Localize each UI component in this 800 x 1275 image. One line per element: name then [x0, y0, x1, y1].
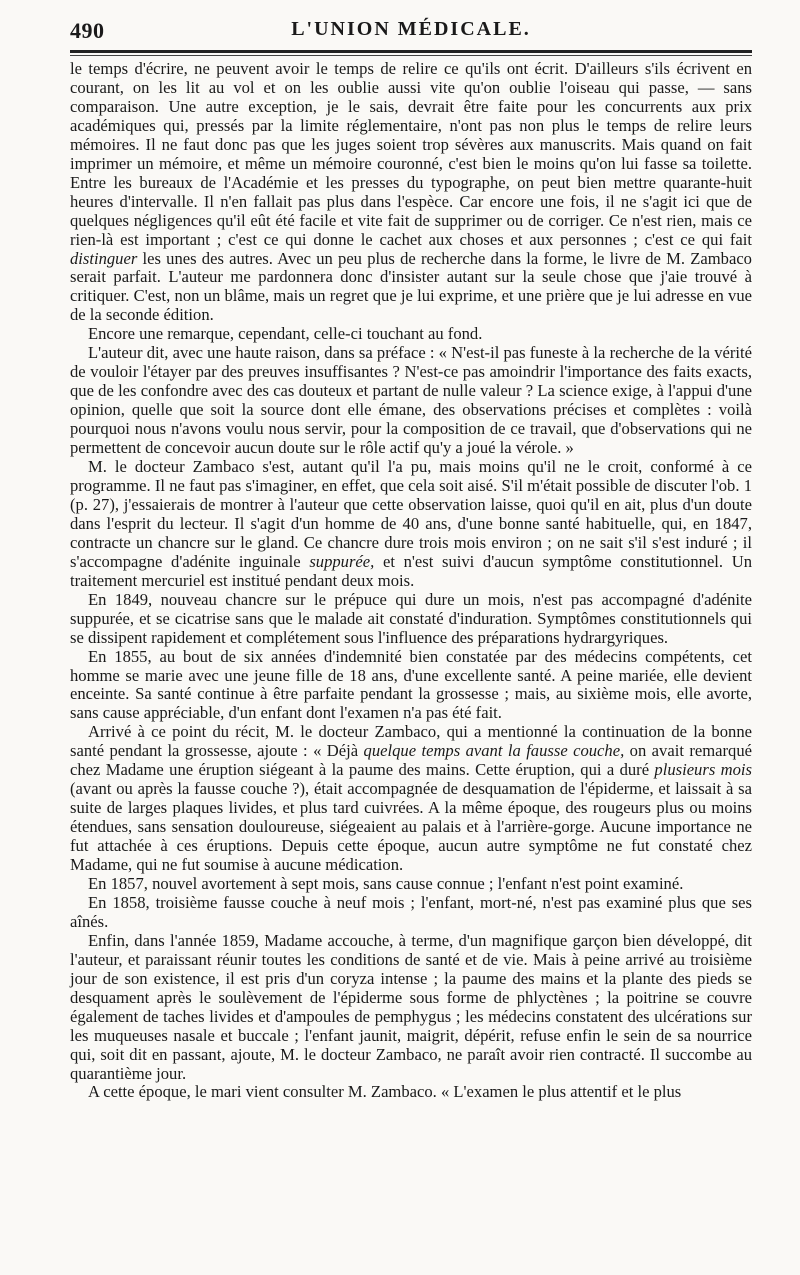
italic-word: suppurée, — [309, 551, 375, 571]
header-rule-thin — [70, 55, 752, 56]
paragraph-6: En 1855, au bout de six années d'indemnité bien constatée par des médecins compétents, cet homme se marie avec une jeune fille de 18 ans, d'une excellente santé. A peine mariée, elle devient enceinte. Sa santé continue à être parfaite pendant la grossesse ; mais, au sixième mois, elle avorte, sans cause appréciable, d'un enfant dont l'examen n'a pas été fait. — [70, 646, 752, 723]
article-body — [70, 60, 752, 1102]
paragraph-7: Arrivé à ce point du récit, M. le docteur Zambaco, qui a mentionné la continuation de la bonne santé pendant la grossesse, ajoute : « Déjà quelque temps avant la fausse couche, on avait remarqué chez Madame une éruption siégeant à la paume des mains. Cette éruption, qui a duré plusieurs mois (avant ou après la fausse couche ?), était accompagnée de desquamation de l'épiderme, et laissait à sa suite de larges plaques livides, et plus tard cuivrées. A la même époque, des rougeurs plus ou moins étendues, sans sensation douloureuse, siégeaient au palais et à l'arrière-gorge. Aucune importance ne fut attachée à ces éruptions. Depuis cette époque, aucun autre symptôme ne fut constaté chez Madame, qui ne fut soumise à aucune médication. — [70, 722, 752, 875]
paragraph-4: M. le docteur Zambaco s'est, autant qu'il l'a pu, mais moins qu'il ne le croit, conformé à ce programme. Il ne faut pas s'imaginer, en effet, que cela soit aisé. S'il m'était possible de discuter l'ob. 1 (p. 27), j'essaierais de montrer à l'auteur que cette observation laisse, quoi qu'il en ait, plus d'un doute dans l'esprit du lecteur. Il s'agit d'un homme de 40 ans, d'une bonne santé habituelle, qui, en 1847, contracte un chancre sur le gland. Ce chancre dure trois mois environ ; on ne sait s'il s'est induré ; il s'accompagne d'adénite inguinale suppurée, et n'est suivi d'aucun symptôme constitutionnel. Un traitement mercuriel est institué pendant deux mois. — [70, 457, 753, 590]
paragraph-1: le temps d'écrire, ne peuvent avoir le temps de relire ce qu'ils ont écrit. D'ailleurs s'ils écrivent en courant, on les lit au vol et on les oublie aussi vite qu'on oublie l'oiseau qui passe, — sans comparaison. Une autre exception, je le sais, devrait être faite pour les concurrents aux prix académiques qui, pressés par la limite réglementaire, n'ont pas non plus le temps de relire leurs mémoires. Il ne faut donc pas que les juges soient trop sévères aux manuscrits. Mais quand on fait imprimer un mémoire, et même un mémoire couronné, c'est bien le moins qu'on lui fasse sa toilette. Entre les bureaux de l'Académie et les presses du typographe, on peut bien mettre quarante-huit heures d'intervalle. Il n'en fallait pas plus dans l'espèce. Car encore une fois, il ne s'agit ici que de quelques négligences qu'il eût été facile et vite fait de supprimer ou de corriger. Ce n'est rien, mais ce rien-là est important ; c'est ce qui donne le cachet aux choses et aux personnes ; c'est ce qui fait distinguer les unes des autres. Avec un peu plus de recherche dans la forme, le livre de M. Zambaco serait parfait. L'auteur me pardonnera donc d'insister autant sur la seule chose que j'aie trouvé à critiquer. C'est, non un blâme, mais un regret que je lui exprime, et une prière que je lui adresse en vue de la seconde édition. — [70, 59, 752, 325]
page-number: 490 — [70, 18, 105, 43]
paragraph-2: Encore une remarque, cependant, celle-ci touchant au fond. — [88, 324, 483, 344]
paragraph-3: L'auteur dit, avec une haute raison, dans sa préface : « N'est-il pas funeste à la recherche de la vérité de vouloir l'étayer par des preuves insuffisantes ? N'est-ce pas amoindrir l'importance des faits exacts, que de les confondre avec des cas douteux et partant de nulle valeur ? La science exige, à l'appui d'une opinion, quelle que soit la source dont elle émane, des observations précises et complètes : voilà pourquoi nous n'avons voulu nous servir, pour la composition de ce travail, que d'observations qui ne permettent de concevoir aucun doute sur le rôle actif qu'y a joué la vérole. » — [70, 343, 752, 458]
italic-word: distinguer — [70, 248, 138, 268]
italic-phrase: plusieurs mois — [654, 760, 752, 780]
italic-phrase: quelque temps avant la fausse couche, — [363, 741, 625, 761]
header-rule — [70, 50, 752, 53]
paragraph-9: En 1858, troisième fausse couche à neuf mois ; l'enfant, mort-né, n'est pas examiné plus que ses aînés. — [70, 892, 752, 931]
paragraph-10: Enfin, dans l'année 1859, Madame accouche, à terme, d'un magnifique garçon bien développé, dit l'auteur, et paraissant réunir toutes les conditions de santé et de vie. Mais à peine arrivé au troisième jour de son existence, il est pris d'un coryza intense ; la paume des mains et la plante des pieds se desquament après le soulèvement de l'épiderme sous forme de phlyctènes ; la poitrine se couvre également de taches livides et d'ampoules de pemphygus ; les médecins constatent des ulcérations sur les muqueuses nasale et buccale ; l'enfant jaunit, maigrit, dépérit, refuse enfin le sein de sa nourrice qui, soit dit en passant, ajoute, M. le docteur Zambaco, ne paraît avoir rien contracté. Il succombe au quarantième jour. — [70, 930, 752, 1083]
journal-title: L'UNION MÉDICALE. — [291, 18, 531, 40]
paragraph-8: En 1857, nouvel avortement à sept mois, sans cause connue ; l'enfant n'est point examiné. — [88, 873, 684, 893]
paragraph-5: En 1849, nouveau chancre sur le prépuce qui dure un mois, n'est pas accompagné d'adénite suppurée, et se cicatrise sans que le malade ait constaté d'induration. Symptômes constitutionnels qui se dissipent rapidement et complétement sous l'influence des préparations hydrargyriques. — [70, 589, 752, 647]
running-header — [70, 14, 752, 46]
paragraph-11: A cette époque, le mari vient consulter M. Zambaco. « L'examen le plus attentif et le plus — [88, 1082, 682, 1102]
